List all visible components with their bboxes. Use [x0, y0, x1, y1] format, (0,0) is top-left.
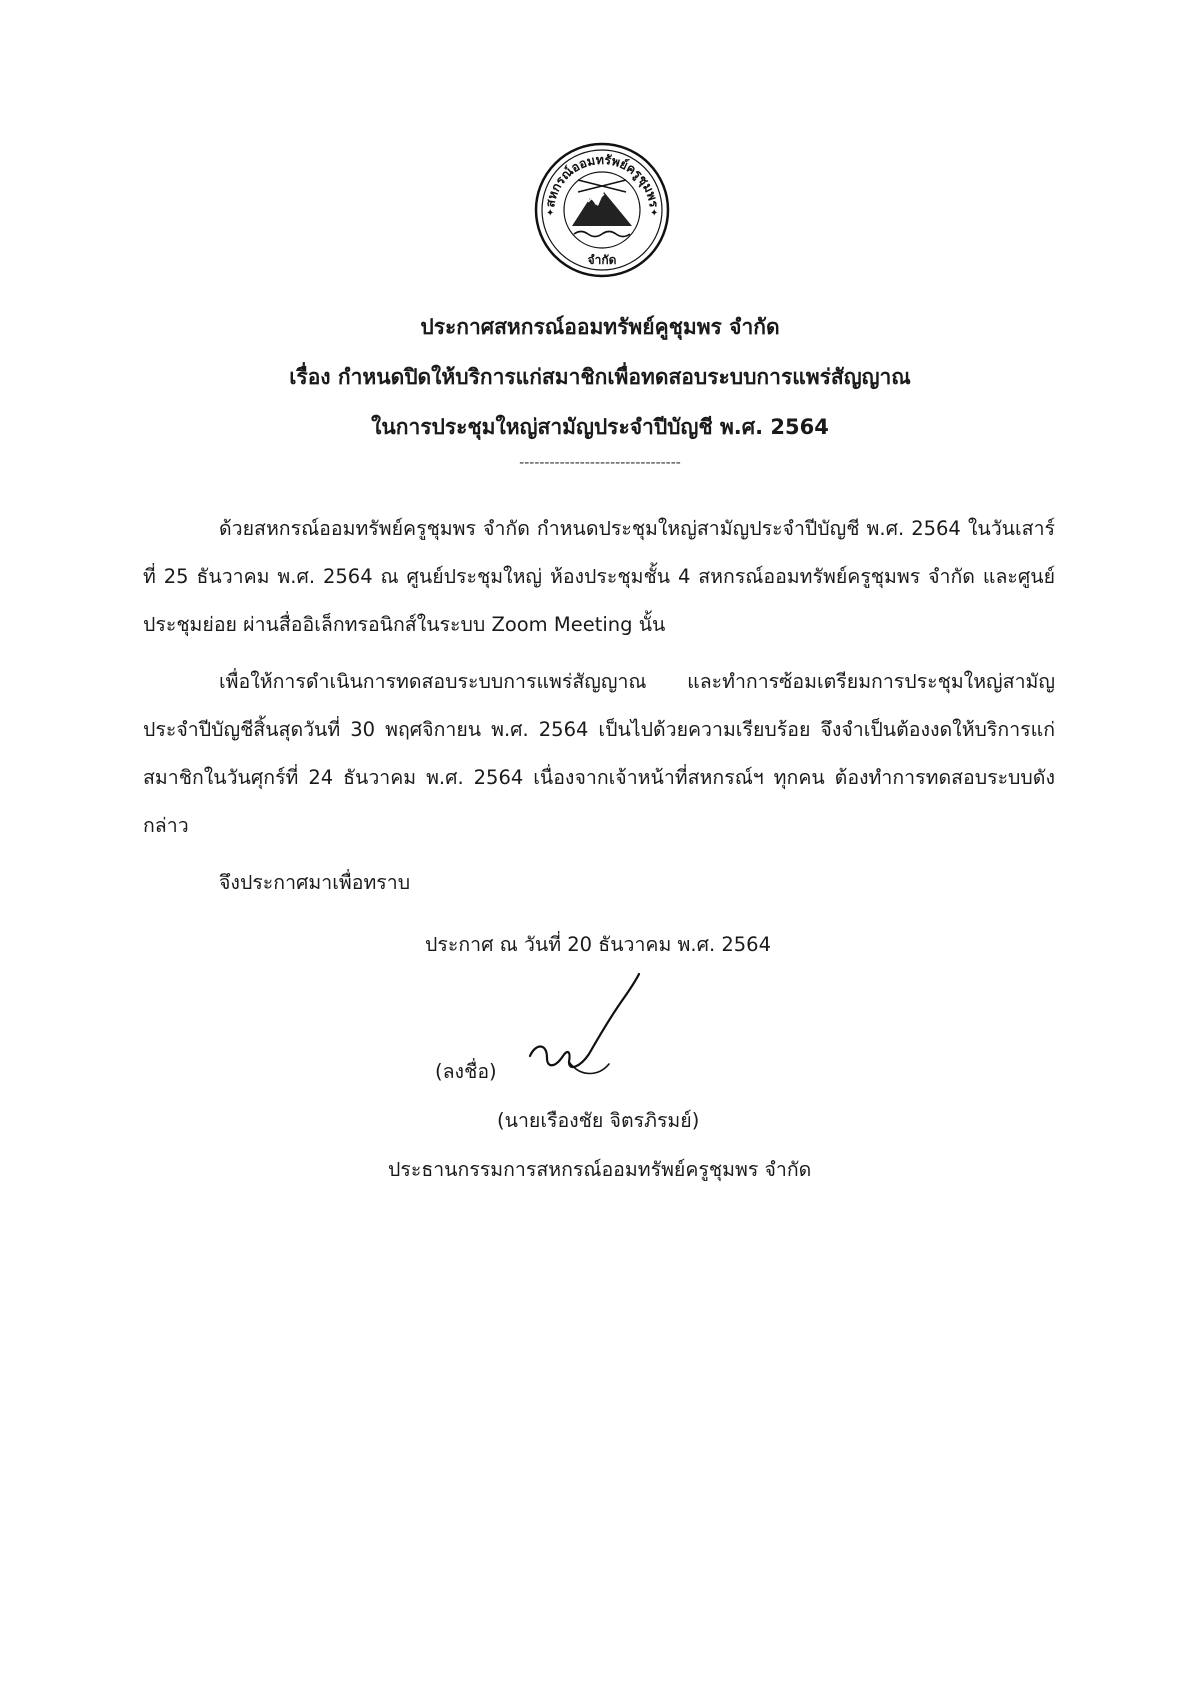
- announcement-subject-continued: ในการประชุมใหญ่สามัญประจำปีบัญชี พ.ศ. 2564: [371, 415, 829, 439]
- paragraph-2-text: เพื่อให้การดำเนินการทดสอบระบบการแพร่สัญญาณ และทำการซ้อมเตรียมการประชุมใหญ่สามัญประจำปีบัญชีสิ้นสุดวันที่ 30 พฤศจิกายน พ.ศ. 2564 เป็นไปด้วยความเรียบร้อย จึงจำเป็นต้องงดให้บริการแก่สมาชิกในวันศุกร์ที่ 24 ธันวาคม พ.ศ. 2564 เนื่องจากเจ้าหน้าที่สหกรณ์ฯ ทุกคน ต้องทำการทดสอบระบบดังกล่าว: [143, 670, 1055, 837]
- handwritten-signature: [525, 968, 695, 1098]
- announcement-subject: เรื่อง กำหนดปิดให้บริการแก่สมาชิกเพื่อทดสอบระบบการแพร่สัญญาณ: [289, 365, 911, 389]
- seal-text-bottom: จำกัด: [587, 253, 617, 267]
- closing-statement: จึงประกาศมาเพื่อทราบ: [219, 871, 411, 894]
- seal-text-top: สหกรณ์ออมทรัพย์ครูชุมพร: [542, 151, 662, 209]
- paragraph-1-text: ด้วยสหกรณ์ออมทรัพย์ครูชุมพร จำกัด กำหนดประชุมใหญ่สามัญประจำปีบัญชี พ.ศ. 2564 ในวันเสาร์ที่ 25 ธันวาคม พ.ศ. 2564 ณ ศูนย์ประชุมใหญ่ ห้องประชุมชั้น 4 สหกรณ์ออมทรัพย์ครูชุมพร จำกัด และศูนย์ประชุมย่อย ผ่านสื่ออิเล็กทรอนิกส์ในระบบ Zoom Meeting นั้น: [143, 517, 1055, 636]
- svg-text:✦: ✦: [650, 208, 659, 219]
- signature-label: (ลงชื่อ): [435, 1060, 497, 1083]
- svg-text:✦: ✦: [546, 208, 555, 219]
- announcement-date: ประกาศ ณ วันที่ 20 ธันวาคม พ.ศ. 2564: [425, 933, 771, 956]
- body-paragraph-2: [143, 658, 1055, 850]
- body-paragraph-1: [143, 505, 1055, 649]
- heading-divider: --------------------------------: [519, 455, 681, 471]
- cooperative-seal-logo: [532, 140, 672, 280]
- signer-title: ประธานกรรมการสหกรณ์ออมทรัพย์ครูชุมพร จำกัด: [388, 1158, 812, 1181]
- announcement-title: ประกาศสหกรณ์ออมทรัพย์คูชุมพร จำกัด: [420, 315, 780, 339]
- signer-name: (นายเรืองชัย จิตรภิรมย์): [497, 1109, 700, 1132]
